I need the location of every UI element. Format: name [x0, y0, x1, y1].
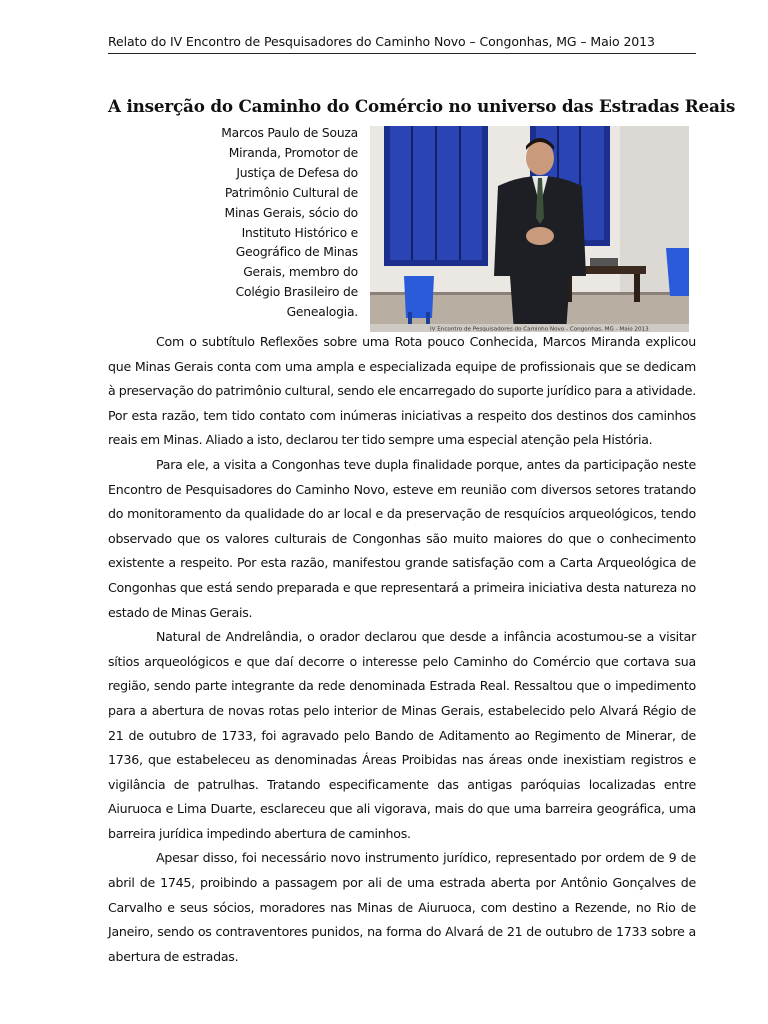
paragraph: Com o subtítulo Reflexões sobre uma Rota pouco Conhecida, Marcos Miranda explicou que Minas Gerais conta com uma ampla e especializada equipe de profissionais que se dedicam à preservação do patrimônio cultural, sendo ele encarregado do suporte jurídico para a atividade. Por esta razão, tem tido contato com inúmeras iniciativas a respeito dos destinos dos caminhos reais em Minas. Aliado a isto, declarou ter tido sempre uma especial atenção pela História. — [108, 334, 696, 448]
running-header: Relato do IV Encontro de Pesquisadores do Caminho Novo – Congonhas, MG – Maio 2013 — [108, 34, 696, 54]
paragraph: Para ele, a visita a Congonhas teve dupla finalidade porque, antes da participação neste Encontro de Pesquisadores do Caminho Novo, esteve em reunião com diversos setores tratando do monitoramento da qualidade do ar local e da preservação de resquícios arqueológicos, tendo observado que os valores culturais de Congonhas são muito maiores do que o conhecimento existente a respeito. Por esta razão, manifestou grande satisfação com a Carta Arqueológica de Congonhas que está sendo preparada e que representará a primeira iniciativa desta natureza no estado de Minas Gerais. — [108, 456, 696, 620]
photo-caption: IV Encontro de Pesquisadores do Caminho Novo - Congonhas, MG - Maio 2013 — [430, 326, 649, 332]
article-body — [108, 330, 696, 969]
author-bio: Marcos Paulo de Souza Miranda, Promotor de Justiça de Defesa do Patrimônio Cultural de Minas Gerais, sócio do Instituto Histórico e Geográfico de Minas Gerais, membro do Colégio Brasileiro de Genealogia. — [221, 126, 358, 320]
paragraph: Apesar disso, foi necessário novo instrumento jurídico, representado por ordem de 9 de abril de 1745, proibindo a passagem por ali de uma estrada aberta por Antônio Gonçalves de Carvalho e seus sócios, moradores nas Minas de Aiuruoca, com destino a Rezende, no Rio de Janeiro, sendo os contraventores punidos, na forma do Alvará de 21 de outubro de 1733 sobre a abertura de estradas. — [108, 850, 696, 964]
paragraph: Natural de Andrelândia, o orador declarou que desde a infância acostumou-se a visitar sítios arqueológicos e que daí decorre o interesse pelo Caminho do Comércio que cortava sua região, sendo parte integrante da rede denominada Estrada Real. Ressaltou que o impedimento para a abertura de novas rotas pelo interior de Minas Gerais, estabelecido pelo Alvará Régio de 21 de outubro de 1733, foi agravado pelo Bando de Aditamento ao Regimento de Minerar, de 1736, que estabeleceu as denominadas Áreas Proibidas nas áreas onde inexistiam registros e vigilância de patrulhas. Tratando especificamente das antigas paróquias localizadas entre Aiuruoca e Lima Duarte, esclareceu que ali vigorava, mais do que uma barreira geográfica, uma barreira jurídica impedindo abertura de caminhos. — [108, 629, 696, 841]
article-title: A inserção do Caminho do Comércio no universo das Estradas Reais — [108, 96, 736, 116]
speaker-photo — [370, 126, 689, 332]
